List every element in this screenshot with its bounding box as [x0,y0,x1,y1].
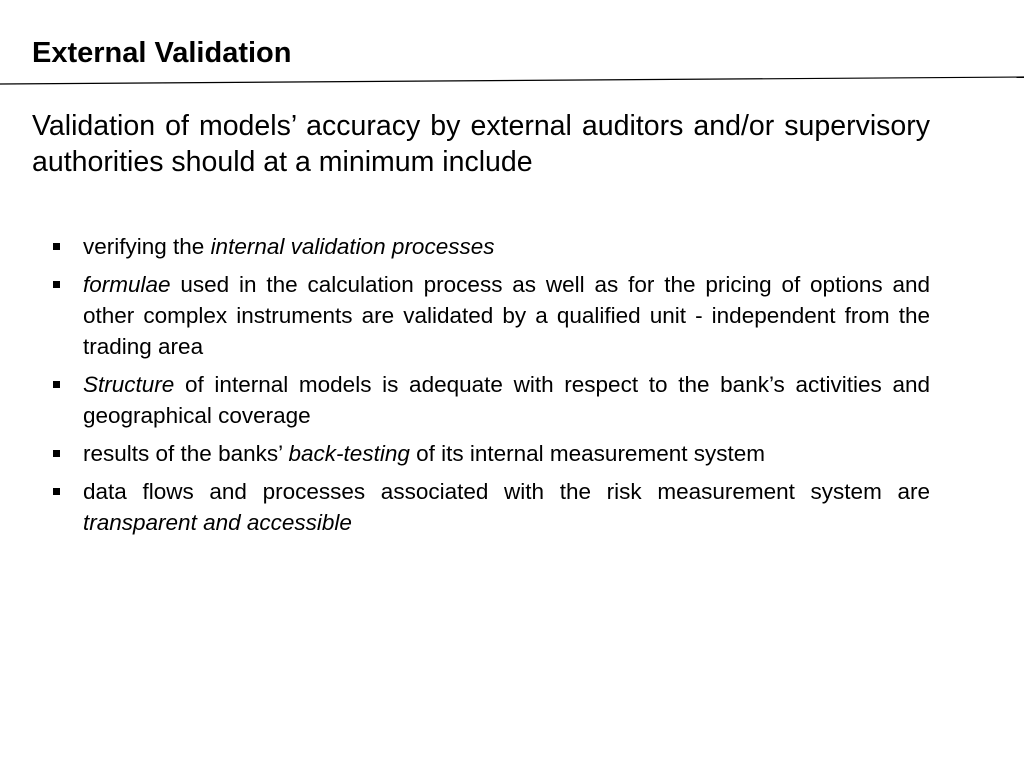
square-bullet-icon [53,243,60,250]
bullet-item [50,369,930,431]
bullet-list [50,231,930,545]
square-bullet-icon [53,381,60,388]
bullet-text: used in the calculation process as well as for the pricing of options and other complex instruments are validated by a qualified unit - independent from the trading area [83,272,930,359]
bullet-text: verifying the [83,234,211,259]
bullet-emphasis: formulae [83,272,171,297]
bullet-text: data flows and processes associated with the risk measurement system are [83,479,930,504]
square-bullet-icon [53,281,60,288]
bullet-emphasis: transparent and accessible [83,510,352,535]
title-underline [0,0,1024,90]
intro-paragraph: Validation of models’ accuracy by external auditors and/or supervisory authorities should at a minimum include [32,110,930,178]
bullet-text: of its internal measurement system [409,441,765,466]
bullet-emphasis: back-testing [288,441,410,466]
bullet-item [50,269,930,362]
slide-title: External Validation [32,37,292,69]
bullet-text: of internal models is adequate with respect to the bank’s activities and geographical coverage [83,372,930,428]
square-bullet-icon [53,488,60,495]
square-bullet-icon [53,450,60,457]
bullet-emphasis: internal validation processes [210,234,495,259]
bullet-item [50,476,930,538]
bullet-item [50,438,930,469]
bullet-emphasis: Structure [83,372,175,397]
bullet-item [50,231,930,262]
bullet-text: results of the banks’ [83,441,289,466]
